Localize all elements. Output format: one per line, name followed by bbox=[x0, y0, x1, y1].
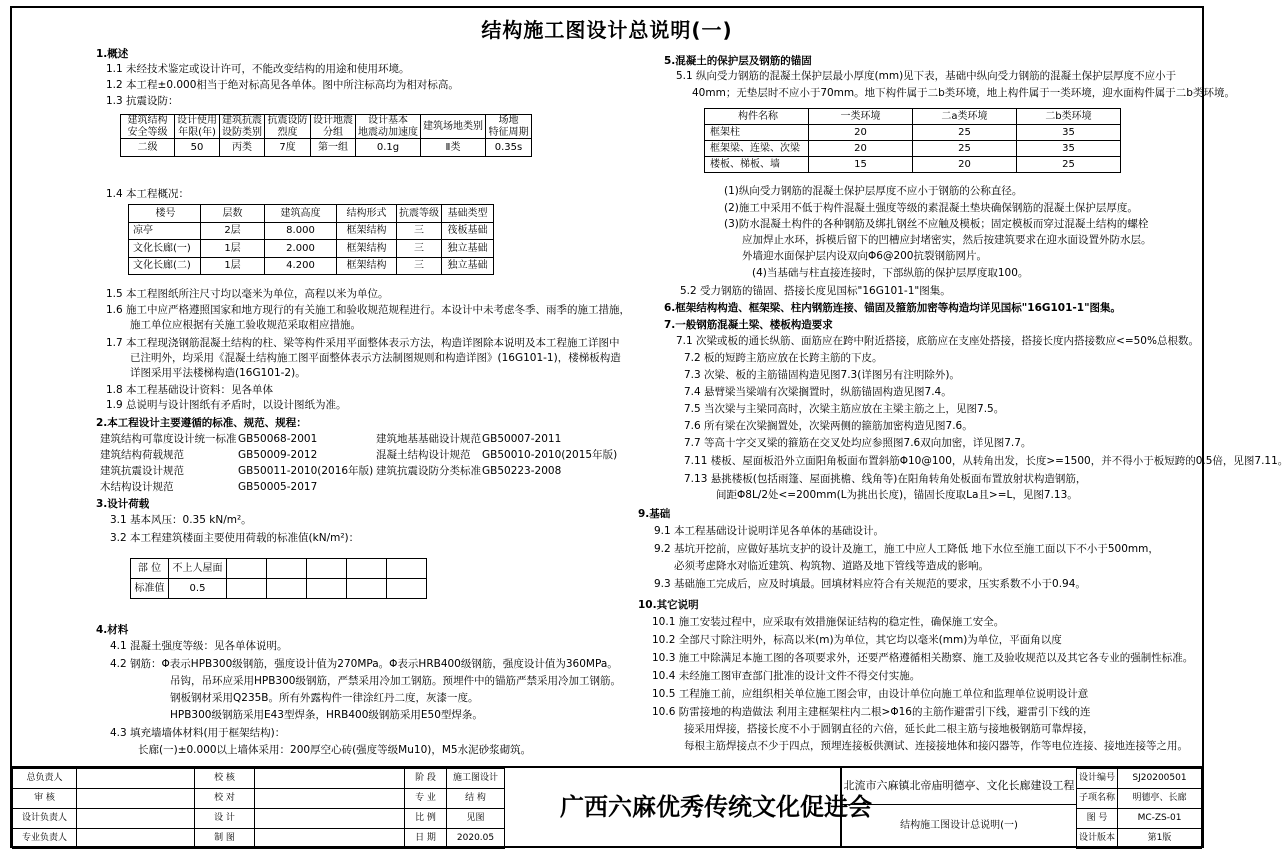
cover-header-row bbox=[705, 109, 1121, 125]
seismic-value-row bbox=[121, 139, 532, 157]
tb-cell: 结 构 bbox=[447, 789, 505, 809]
clause-7-3: 7.3 次梁、板的主筋锚固构造见图7.3(详图另有注明除外)。 bbox=[684, 369, 960, 381]
project-cell: 框架结构 bbox=[337, 222, 397, 240]
project-header-cell: 楼号 bbox=[129, 205, 201, 223]
seismic-header-cell: 设计使用 年限(年) bbox=[175, 115, 220, 139]
clause-9-3: 9.3 基础施工完成后，应及时填最。回填材料应符合有关规范的要求，压实系数不小于0.94。 bbox=[654, 578, 1086, 590]
tb-cell: 设计负责人 bbox=[13, 809, 77, 829]
project-row bbox=[129, 222, 494, 240]
cover-cell: 25 bbox=[913, 141, 1017, 157]
standard-code: GB50009-2012 bbox=[238, 449, 318, 461]
load-cell: 0.5 bbox=[169, 579, 227, 599]
standard-code: GB50223-2008 bbox=[482, 465, 562, 477]
seismic-value-cell: 50 bbox=[175, 139, 220, 157]
clause-3-1: 3.1 基本风压：0.35 kN/m²。 bbox=[110, 514, 252, 526]
standard-code: GB50068-2001 bbox=[238, 433, 318, 445]
standard-name: 建筑结构荷载规范 bbox=[100, 449, 184, 461]
clause-7-6: 7.6 所有梁在次梁搁置处，次梁两侧的箍筋加密构造见图7.6。 bbox=[684, 420, 973, 432]
cover-cell: 框架梁、连梁、次梁 bbox=[705, 141, 809, 157]
load-cell bbox=[227, 579, 267, 599]
clause-10-2: 10.2 全部尺寸除注明外，标高以米(m)为单位，其它均以毫米(mm)为单位，平面角以度 bbox=[652, 634, 1062, 646]
tb-row bbox=[13, 789, 505, 809]
load-cell bbox=[387, 559, 427, 579]
clause-1-7a: 1.7 本工程现浇钢筋混凝土结构的柱、梁等构件采用平面整体表示方法，构造详图除本说明及本工程施工详图中 bbox=[106, 337, 620, 349]
clause-1-2: 1.2 本工程±0.000相当于绝对标高见各单体。图中所注标高均为相对标高。 bbox=[106, 79, 459, 91]
clause-1-3: 1.3 抗震设防： bbox=[106, 95, 179, 107]
cover-header-cell: 一类环境 bbox=[809, 109, 913, 125]
clause-4-2b: 吊钩，吊环应采用HPB300级钢筋，严禁采用冷加工钢筋。预埋件中的锚筋严禁采用冷加工钢筋。 bbox=[170, 675, 621, 687]
project-cell: 8.000 bbox=[265, 222, 337, 240]
clause-1-4: 1.4 本工程概况： bbox=[106, 188, 190, 200]
load-cell bbox=[267, 559, 307, 579]
cover-row bbox=[705, 125, 1121, 141]
clause-7-2: 7.2 板的短跨主筋应放在长跨主筋的下皮。 bbox=[684, 352, 883, 364]
section-10-heading: 10.其它说明 bbox=[638, 599, 699, 611]
sheet-title: 结构施工图设计总说明(一) bbox=[481, 18, 733, 42]
tb-cell: 施工图设计 bbox=[447, 769, 505, 789]
standard-name: 建筑地基基础设计规范 bbox=[376, 433, 481, 445]
project-cell: 三 bbox=[397, 240, 442, 258]
project-header-cell: 基础类型 bbox=[442, 205, 494, 223]
load-cell: 标准值 bbox=[131, 579, 169, 599]
tb-cell: 2020.05 bbox=[447, 829, 505, 849]
tb-cell: 明德亭、长廊 bbox=[1118, 789, 1202, 809]
project-cell: 框架结构 bbox=[337, 257, 397, 275]
tb-cell: 校 对 bbox=[195, 789, 255, 809]
title-block-signatures bbox=[12, 768, 505, 849]
clause-7-5: 7.5 当次梁与主梁同高时，次梁主筋应放在主梁主筋之上，见图7.5。 bbox=[684, 403, 1005, 415]
project-row bbox=[129, 240, 494, 258]
load-cell: 不上人屋面 bbox=[169, 559, 227, 579]
tb-cell: 总负责人 bbox=[13, 769, 77, 789]
clause-1-7b: 已注明外，均采用《混凝土结构施工图平面整体表示方法制图规则和构造详图》(16G101-1)，楼梯板构造 bbox=[130, 352, 621, 364]
project-cell: 1层 bbox=[201, 240, 265, 258]
project-block bbox=[840, 767, 1076, 847]
seismic-header-cell: 建筑结构 安全等级 bbox=[121, 115, 175, 139]
tb-cell bbox=[77, 809, 195, 829]
tb-cell: 专 业 bbox=[405, 789, 447, 809]
seismic-header-row bbox=[121, 115, 532, 139]
project-header-cell: 结构形式 bbox=[337, 205, 397, 223]
cover-header-cell: 二a类环境 bbox=[913, 109, 1017, 125]
clause-1-7c: 详图采用平法楼梯构造(16G101-2)。 bbox=[130, 367, 306, 379]
tb-cell: 制 图 bbox=[195, 829, 255, 849]
tb-cell: 校 核 bbox=[195, 769, 255, 789]
section-2-heading: 2.本工程设计主要遵循的标准、规范、规程： bbox=[96, 417, 307, 429]
drawing-name: 结构施工图设计总说明(一) bbox=[900, 819, 1018, 831]
tb-cell: 设计版本 bbox=[1077, 829, 1118, 849]
tb-cell: 图 号 bbox=[1077, 809, 1118, 829]
seismic-value-cell: 第一组 bbox=[311, 139, 356, 157]
organization-name: 广西六麻优秀传统文化促进会 bbox=[560, 793, 872, 821]
clause-1-9: 1.9 总说明与设计图纸有矛盾时，以设计图纸为准。 bbox=[106, 399, 347, 411]
clause-3-2: 3.2 本工程建筑楼面主要使用荷载的标准值(kN/m²)： bbox=[110, 532, 360, 544]
clause-4-3a: 4.3 填充墙墙体材料(用于框架结构)： bbox=[110, 727, 286, 739]
tb-cell bbox=[255, 829, 405, 849]
tb-cell bbox=[77, 769, 195, 789]
seismic-value-cell: 7度 bbox=[265, 139, 311, 157]
tb-cell: 日 期 bbox=[405, 829, 447, 849]
seismic-value-cell: 0.1g bbox=[356, 139, 421, 157]
seismic-value-cell: 丙类 bbox=[220, 139, 265, 157]
load-row bbox=[131, 579, 427, 599]
tb-cell: 设计编号 bbox=[1077, 769, 1118, 789]
seismic-header-cell: 设计基本 地震动加速度 bbox=[356, 115, 421, 139]
project-cell: 文化长廊(二) bbox=[129, 257, 201, 275]
project-cell: 框架结构 bbox=[337, 240, 397, 258]
drawing-sheet bbox=[10, 6, 1288, 848]
tb-row bbox=[13, 809, 505, 829]
cover-cell: 25 bbox=[913, 125, 1017, 141]
project-header-cell: 抗震等级 bbox=[397, 205, 442, 223]
standard-name: 建筑抗震设防分类标准 bbox=[376, 465, 481, 477]
section-4-heading: 4.材料 bbox=[96, 624, 129, 636]
project-cell: 2.000 bbox=[265, 240, 337, 258]
clause-4-2a: 4.2 钢筋：Φ表示HPB300级钢筋，强度设计值为270MPa。Φ表示HRB400级钢筋，强度设计值为360MPa。 bbox=[110, 658, 618, 670]
tb-cell: 阶 段 bbox=[405, 769, 447, 789]
clause-9-1: 9.1 本工程基础设计说明详见各单体的基础设计。 bbox=[654, 525, 885, 537]
cover-row bbox=[705, 141, 1121, 157]
clause-5-1a: 5.1 纵向受力钢筋的混凝土保护层最小厚度(mm)见下表，基础中纵向受力钢筋的混凝土保护层厚度不应小于 bbox=[676, 70, 1177, 82]
project-cell: 三 bbox=[397, 222, 442, 240]
tb-cell: SJ20200501 bbox=[1118, 769, 1202, 789]
clause-5-2: 5.2 受力钢筋的锚固、搭接长度见国标"16G101-1"图集。 bbox=[680, 285, 951, 297]
tb-row bbox=[1077, 769, 1202, 789]
load-cell bbox=[307, 559, 347, 579]
section-9-heading: 9.基础 bbox=[638, 508, 671, 520]
clause-7-4: 7.4 悬臂梁当梁端有次梁搁置时，纵筋锚固构造见图7.4。 bbox=[684, 386, 952, 398]
cover-table bbox=[704, 108, 1121, 173]
clause-9-2a: 9.2 基坑开挖前，应做好基坑支护的设计及施工，施工中应人工降低 地下水位至施工面以下不小于500mm， bbox=[654, 543, 1159, 555]
clause-10-3: 10.3 施工中除满足本施工图的各项要求外，还要严格遵循相关勘察、施工及验收规范以及其它各专业的强制性标准。 bbox=[652, 652, 1194, 664]
standard-code: GB50005-2017 bbox=[238, 481, 318, 493]
load-cell bbox=[267, 579, 307, 599]
tb-cell: 设 计 bbox=[195, 809, 255, 829]
load-cell bbox=[347, 579, 387, 599]
tb-row bbox=[1077, 809, 1202, 829]
note-5-3b: 应加焊止水环，拆模后留下的凹槽应封堵密实，然后按建筑要求在迎水面设置外防水层。 bbox=[742, 234, 1152, 246]
note-5-1: (1)纵向受力钢筋的混凝土保护层厚度不应小于钢筋的公称直径。 bbox=[724, 185, 1023, 197]
clause-10-6b: 接采用焊接，搭接长度不小于圆钢直径的六倍，延长此二根主筋与接地极钢筋可靠焊接， bbox=[684, 723, 1094, 735]
clause-5-1b: 40mm；无垫层时不应小于70mm。地下构件属于二b类环境，地上构件属于一类环境，迎水面构件属于二b类环境。 bbox=[692, 87, 1235, 99]
clause-10-4: 10.4 未经施工图审查部门批准的设计文件不得交付实施。 bbox=[652, 670, 921, 682]
standard-name: 建筑结构可靠度设计统一标准 bbox=[100, 433, 237, 445]
cover-cell: 25 bbox=[1017, 157, 1121, 173]
tb-cell bbox=[255, 789, 405, 809]
load-row bbox=[131, 559, 427, 579]
cover-cell: 35 bbox=[1017, 125, 1121, 141]
note-5-3a: (3)防水混凝土构件的各种钢筋及绑扎钢丝不应触及模板；固定模板而穿过混凝土结构的螺栓 bbox=[724, 218, 1149, 230]
title-block-drawing-info bbox=[1076, 768, 1202, 849]
standard-name: 混凝土结构设计规范 bbox=[376, 449, 471, 461]
standard-code: GB50011-2010(2016年版) bbox=[238, 465, 374, 477]
clause-10-1: 10.1 施工安装过程中，应采取有效措施保证结构的稳定性，确保施工安全。 bbox=[652, 616, 1005, 628]
tb-cell: 专业负责人 bbox=[13, 829, 77, 849]
project-table bbox=[128, 204, 494, 275]
load-cell bbox=[387, 579, 427, 599]
project-header-row bbox=[129, 205, 494, 223]
tb-row bbox=[13, 829, 505, 849]
tb-cell: MC-ZS-01 bbox=[1118, 809, 1202, 829]
tb-cell bbox=[255, 809, 405, 829]
load-cell bbox=[347, 559, 387, 579]
load-table bbox=[130, 558, 427, 599]
tb-cell bbox=[77, 789, 195, 809]
tb-row bbox=[1077, 829, 1202, 849]
title-block bbox=[12, 766, 1202, 846]
tb-cell: 审 核 bbox=[13, 789, 77, 809]
seismic-header-cell: 设计地震 分组 bbox=[311, 115, 356, 139]
seismic-header-cell: 建筑场地类别 bbox=[421, 115, 486, 139]
clause-1-6a: 1.6 施工中应严格遵照国家和地方现行的有关施工和验收规范规程进行。本设计中未考虑冬季、雨季的施工措施， bbox=[106, 304, 631, 316]
section-1-heading: 1.概述 bbox=[96, 48, 129, 60]
tb-cell: 见图 bbox=[447, 809, 505, 829]
load-cell bbox=[307, 579, 347, 599]
load-cell bbox=[227, 559, 267, 579]
clause-1-1: 1.1 未经技术鉴定或设计许可，不能改变结构的用途和使用环境。 bbox=[106, 63, 410, 75]
tb-row bbox=[1077, 789, 1202, 809]
note-5-3c: 外墙迎水面保护层内设双向Φ6@200抗裂钢筋网片。 bbox=[742, 250, 987, 262]
cover-header-cell: 构件名称 bbox=[705, 109, 809, 125]
seismic-header-cell: 建筑抗震 设防类别 bbox=[220, 115, 265, 139]
project-cell: 凉亭 bbox=[129, 222, 201, 240]
project-cell: 独立基础 bbox=[442, 257, 494, 275]
project-cell: 文化长廊(一) bbox=[129, 240, 201, 258]
cover-cell: 15 bbox=[809, 157, 913, 173]
cover-cell: 楼板、梯板、墙 bbox=[705, 157, 809, 173]
clause-7-11: 7.11 楼板、屋面板沿外立面阳角板面布置斜筋Φ10@100，从转角出发，长度>=1500，并不得小于板短跨的0.5倍，见图7.11。 bbox=[684, 455, 1288, 467]
clause-1-6b: 施工单位应根据有关施工验收规范采取相应措施。 bbox=[130, 319, 361, 331]
project-cell: 独立基础 bbox=[442, 240, 494, 258]
project-cell: 2层 bbox=[201, 222, 265, 240]
seismic-header-cell: 场地 特征周期 bbox=[486, 115, 532, 139]
cover-cell: 框架柱 bbox=[705, 125, 809, 141]
clause-7-1: 7.1 次梁或板的通长纵筋、面筋应在跨中附近搭接，底筋应在支座处搭接，搭接长度内搭接数应<=50%总根数。 bbox=[676, 335, 1199, 347]
clause-4-2d: HPB300级钢筋采用E43型焊条，HRB400级钢筋采用E50型焊条。 bbox=[170, 709, 483, 721]
tb-cell bbox=[77, 829, 195, 849]
seismic-value-cell: 0.35s bbox=[486, 139, 532, 157]
project-cell: 三 bbox=[397, 257, 442, 275]
standard-code: GB50010-2010(2015年版) bbox=[482, 449, 618, 461]
seismic-header-cell: 抗震设防 烈度 bbox=[265, 115, 311, 139]
cover-header-cell: 二b类环境 bbox=[1017, 109, 1121, 125]
note-5-2: (2)施工中采用不低于构件混凝土强度等级的素混凝土垫块确保钢筋的混凝土保护层厚度。 bbox=[724, 202, 1138, 214]
tb-row bbox=[13, 769, 505, 789]
project-name: 北流市六麻镇北帝庙明德亭、文化长廊建设工程 bbox=[842, 767, 1076, 805]
standard-name: 木结构设计规范 bbox=[100, 481, 174, 493]
project-row bbox=[129, 257, 494, 275]
clause-4-3b: 长廊(一)±0.000以上墙体采用：200厚空心砖(强度等级Mu10)，M5水泥砂浆砌筑。 bbox=[138, 744, 532, 756]
clause-10-5: 10.5 工程施工前，应组织相关单位施工图会审，由设计单位向施工单位和监理单位说明设计意 bbox=[652, 688, 1089, 700]
standard-code: GB50007-2011 bbox=[482, 433, 562, 445]
note-5-4: (4)当基础与柱直接连接时，下部纵筋的保护层厚度取100。 bbox=[752, 267, 1029, 279]
section-5-heading: 5.混凝土的保护层及钢筋的锚固 bbox=[664, 55, 812, 67]
section-6: 6.框架结构构造、框架梁、柱内钢筋连接、锚固及箍筋加密等构造均详见国标"16G101-1"图集。 bbox=[664, 302, 1122, 314]
seismic-value-cell: 二级 bbox=[121, 139, 175, 157]
seismic-table bbox=[120, 114, 532, 157]
seismic-value-cell: Ⅱ类 bbox=[421, 139, 486, 157]
cover-row bbox=[705, 157, 1121, 173]
clause-7-13b: 间距Φ8L/2处<=200mm(L为挑出长度)，锚固长度取La且>=L，见图7.13。 bbox=[716, 489, 1078, 501]
tb-cell: 第1版 bbox=[1118, 829, 1202, 849]
clause-10-6a: 10.6 防雷接地的构造做法 利用主建框架柱内二根>Φ16的主筋作避雷引下线，避雷引下线的连 bbox=[652, 706, 1091, 718]
load-cell: 部 位 bbox=[131, 559, 169, 579]
cover-cell: 20 bbox=[913, 157, 1017, 173]
project-cell: 筏板基础 bbox=[442, 222, 494, 240]
cover-cell: 20 bbox=[809, 125, 913, 141]
clause-4-2c: 钢板钢材采用Q235B。所有外露构件一律涂红丹二度，灰漆一度。 bbox=[170, 692, 479, 704]
clause-1-8: 1.8 本工程基础设计资料：见各单体 bbox=[106, 384, 274, 396]
tb-cell: 子项名称 bbox=[1077, 789, 1118, 809]
clause-7-7: 7.7 等高十字交叉梁的箍筋在交叉处均应参照图7.6双向加密，详见图7.7。 bbox=[684, 437, 1032, 449]
clause-9-2b: 必须考虑降水对临近建筑、构筑物、道路及地下管线等造成的影响。 bbox=[674, 560, 989, 572]
clause-4-1: 4.1 混凝土强度等级：见各单体说明。 bbox=[110, 640, 288, 652]
clause-10-6c: 每根主筋焊接点不少于四点，预埋连接板供测试、连接接地体和接闪器等，作等电位连接、接地连接等之用。 bbox=[684, 740, 1188, 752]
clause-7-13a: 7.13 悬挑楼板(包括雨篷、屋面挑檐、线角等)在阳角转角处板面布置放射状构造钢筋， bbox=[684, 473, 1087, 485]
cover-cell: 20 bbox=[809, 141, 913, 157]
section-7-heading: 7.一般钢筋混凝土梁、楼板构造要求 bbox=[664, 319, 833, 331]
project-cell: 4.200 bbox=[265, 257, 337, 275]
project-header-cell: 建筑高度 bbox=[265, 205, 337, 223]
project-header-cell: 层数 bbox=[201, 205, 265, 223]
cover-cell: 35 bbox=[1017, 141, 1121, 157]
clause-1-5: 1.5 本工程图纸所注尺寸均以毫米为单位，高程以米为单位。 bbox=[106, 288, 389, 300]
section-3-heading: 3.设计荷载 bbox=[96, 498, 150, 510]
project-cell: 1层 bbox=[201, 257, 265, 275]
tb-cell: 比 例 bbox=[405, 809, 447, 829]
tb-cell bbox=[255, 769, 405, 789]
standard-name: 建筑抗震设计规范 bbox=[100, 465, 184, 477]
